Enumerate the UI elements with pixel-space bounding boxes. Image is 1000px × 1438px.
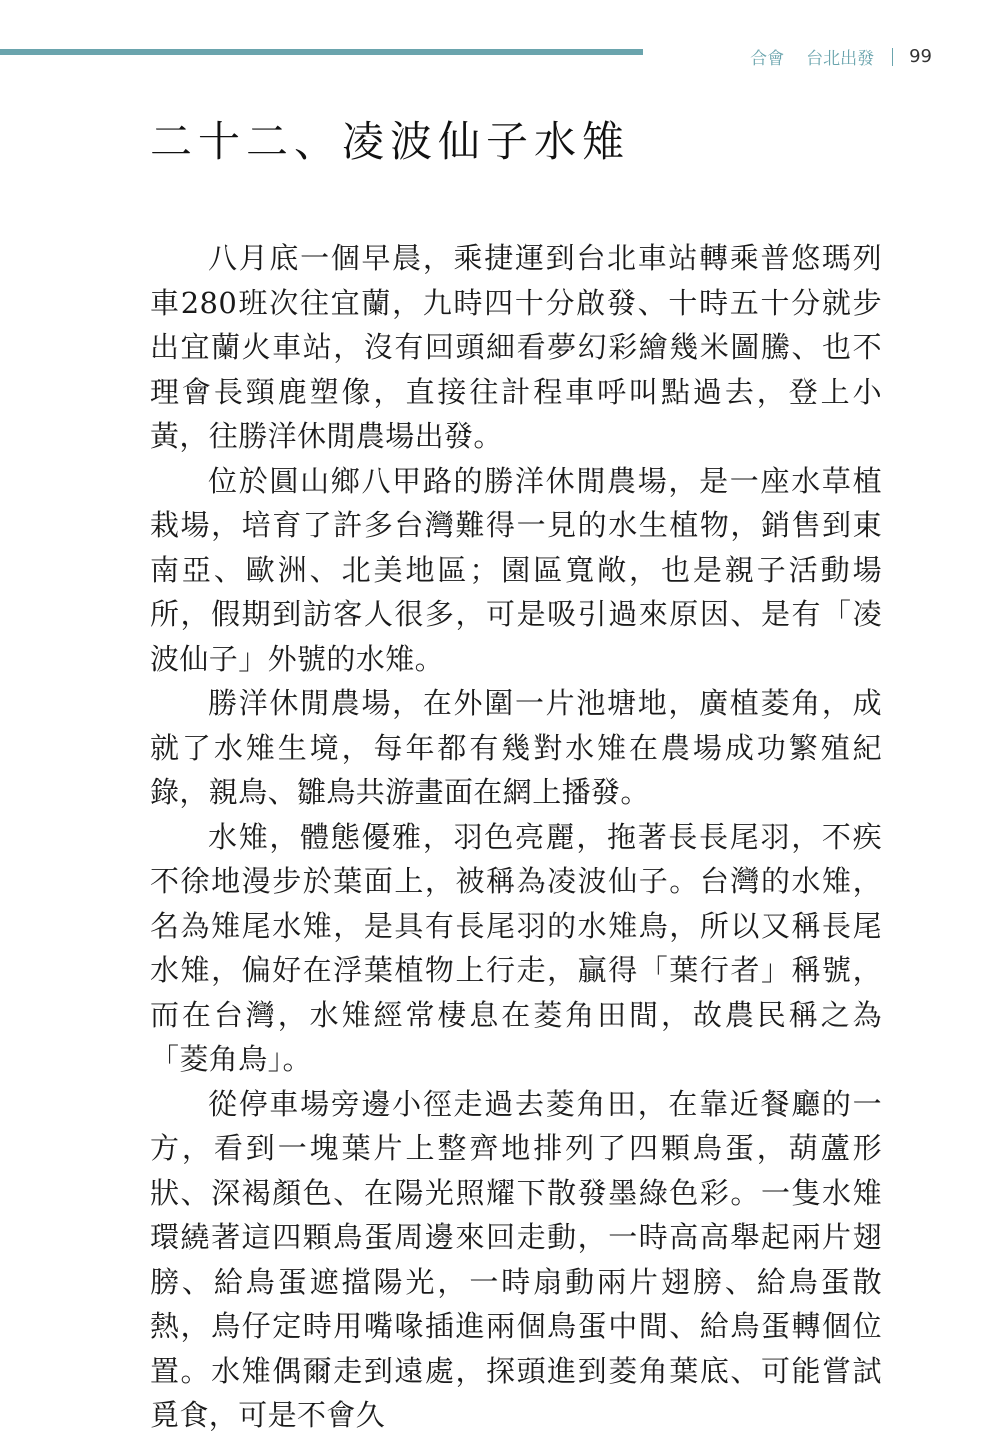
running-head-book-title: 合會 [750, 49, 785, 69]
chapter-title: 二十二、凌波仙子水雉 [150, 117, 631, 166]
paragraph-1: 八月底一個早晨，乘捷運到台北車站轉乘普悠瑪列車280班次往宜蘭，九時四十分啟發、十時五十分就步出宜蘭火車站，沒有回頭細看夢幻彩繪幾米圖騰、也不理會長頸鹿塑像，直接往計程車呼叫點過去，登上小黃，往勝洋休閒農場出發。 [150, 241, 882, 453]
page-number: 99 [909, 46, 932, 67]
header-rule [0, 49, 643, 55]
paragraph-5: 從停車場旁邊小徑走過去菱角田，在靠近餐廳的一方，看到一塊葉片上整齊地排列了四顆鳥蛋，葫蘆形狀、深褐顏色、在陽光照耀下散發墨綠色彩。一隻水雉環繞著這四顆鳥蛋周邊來回走動，一時高高舉起兩片翅膀、給鳥蛋遮擋陽光，一時扇動兩片翅膀、給鳥蛋散熱，鳥仔定時用嘴喙插進兩個鳥蛋中間、給鳥蛋轉個位置。水雉偶爾走到遠處，探頭進到菱角葉底、可能嘗試覓食，可是不會久 [150, 1086, 882, 1432]
running-head [750, 44, 932, 69]
paragraph-2: 位於圓山鄉八甲路的勝洋休閒農場，是一座水草植栽場，培育了許多台灣難得一見的水生植物，銷售到東南亞、歐洲、北美地區；園區寬敞，也是親子活動場所，假期到訪客人很多，可是吸引過來原因、是有「凌波仙子」外號的水雉。 [150, 463, 882, 676]
running-head-section-title: 台北出發 [806, 49, 875, 69]
running-head-divider [892, 48, 893, 66]
paragraph-4: 水雉，體態優雅，羽色亮麗，拖著長長尾羽，不疾不徐地漫步於葉面上，被稱為凌波仙子。台灣的水雉，名為雉尾水雉，是具有長尾羽的水雉鳥，所以又稱長尾水雉，偏好在浮葉植物上行走，贏得「葉行者」稱號，而在台灣，水雉經常棲息在菱角田間，故農民稱之為「菱角鳥」。 [150, 819, 882, 1076]
paragraph-3: 勝洋休閒農場，在外圍一片池塘地，廣植菱角，成就了水雉生境，每年都有幾對水雉在農場成功繁殖紀錄，親鳥、雛鳥共游畫面在網上播發。 [150, 686, 882, 809]
body-text [150, 236, 882, 1438]
